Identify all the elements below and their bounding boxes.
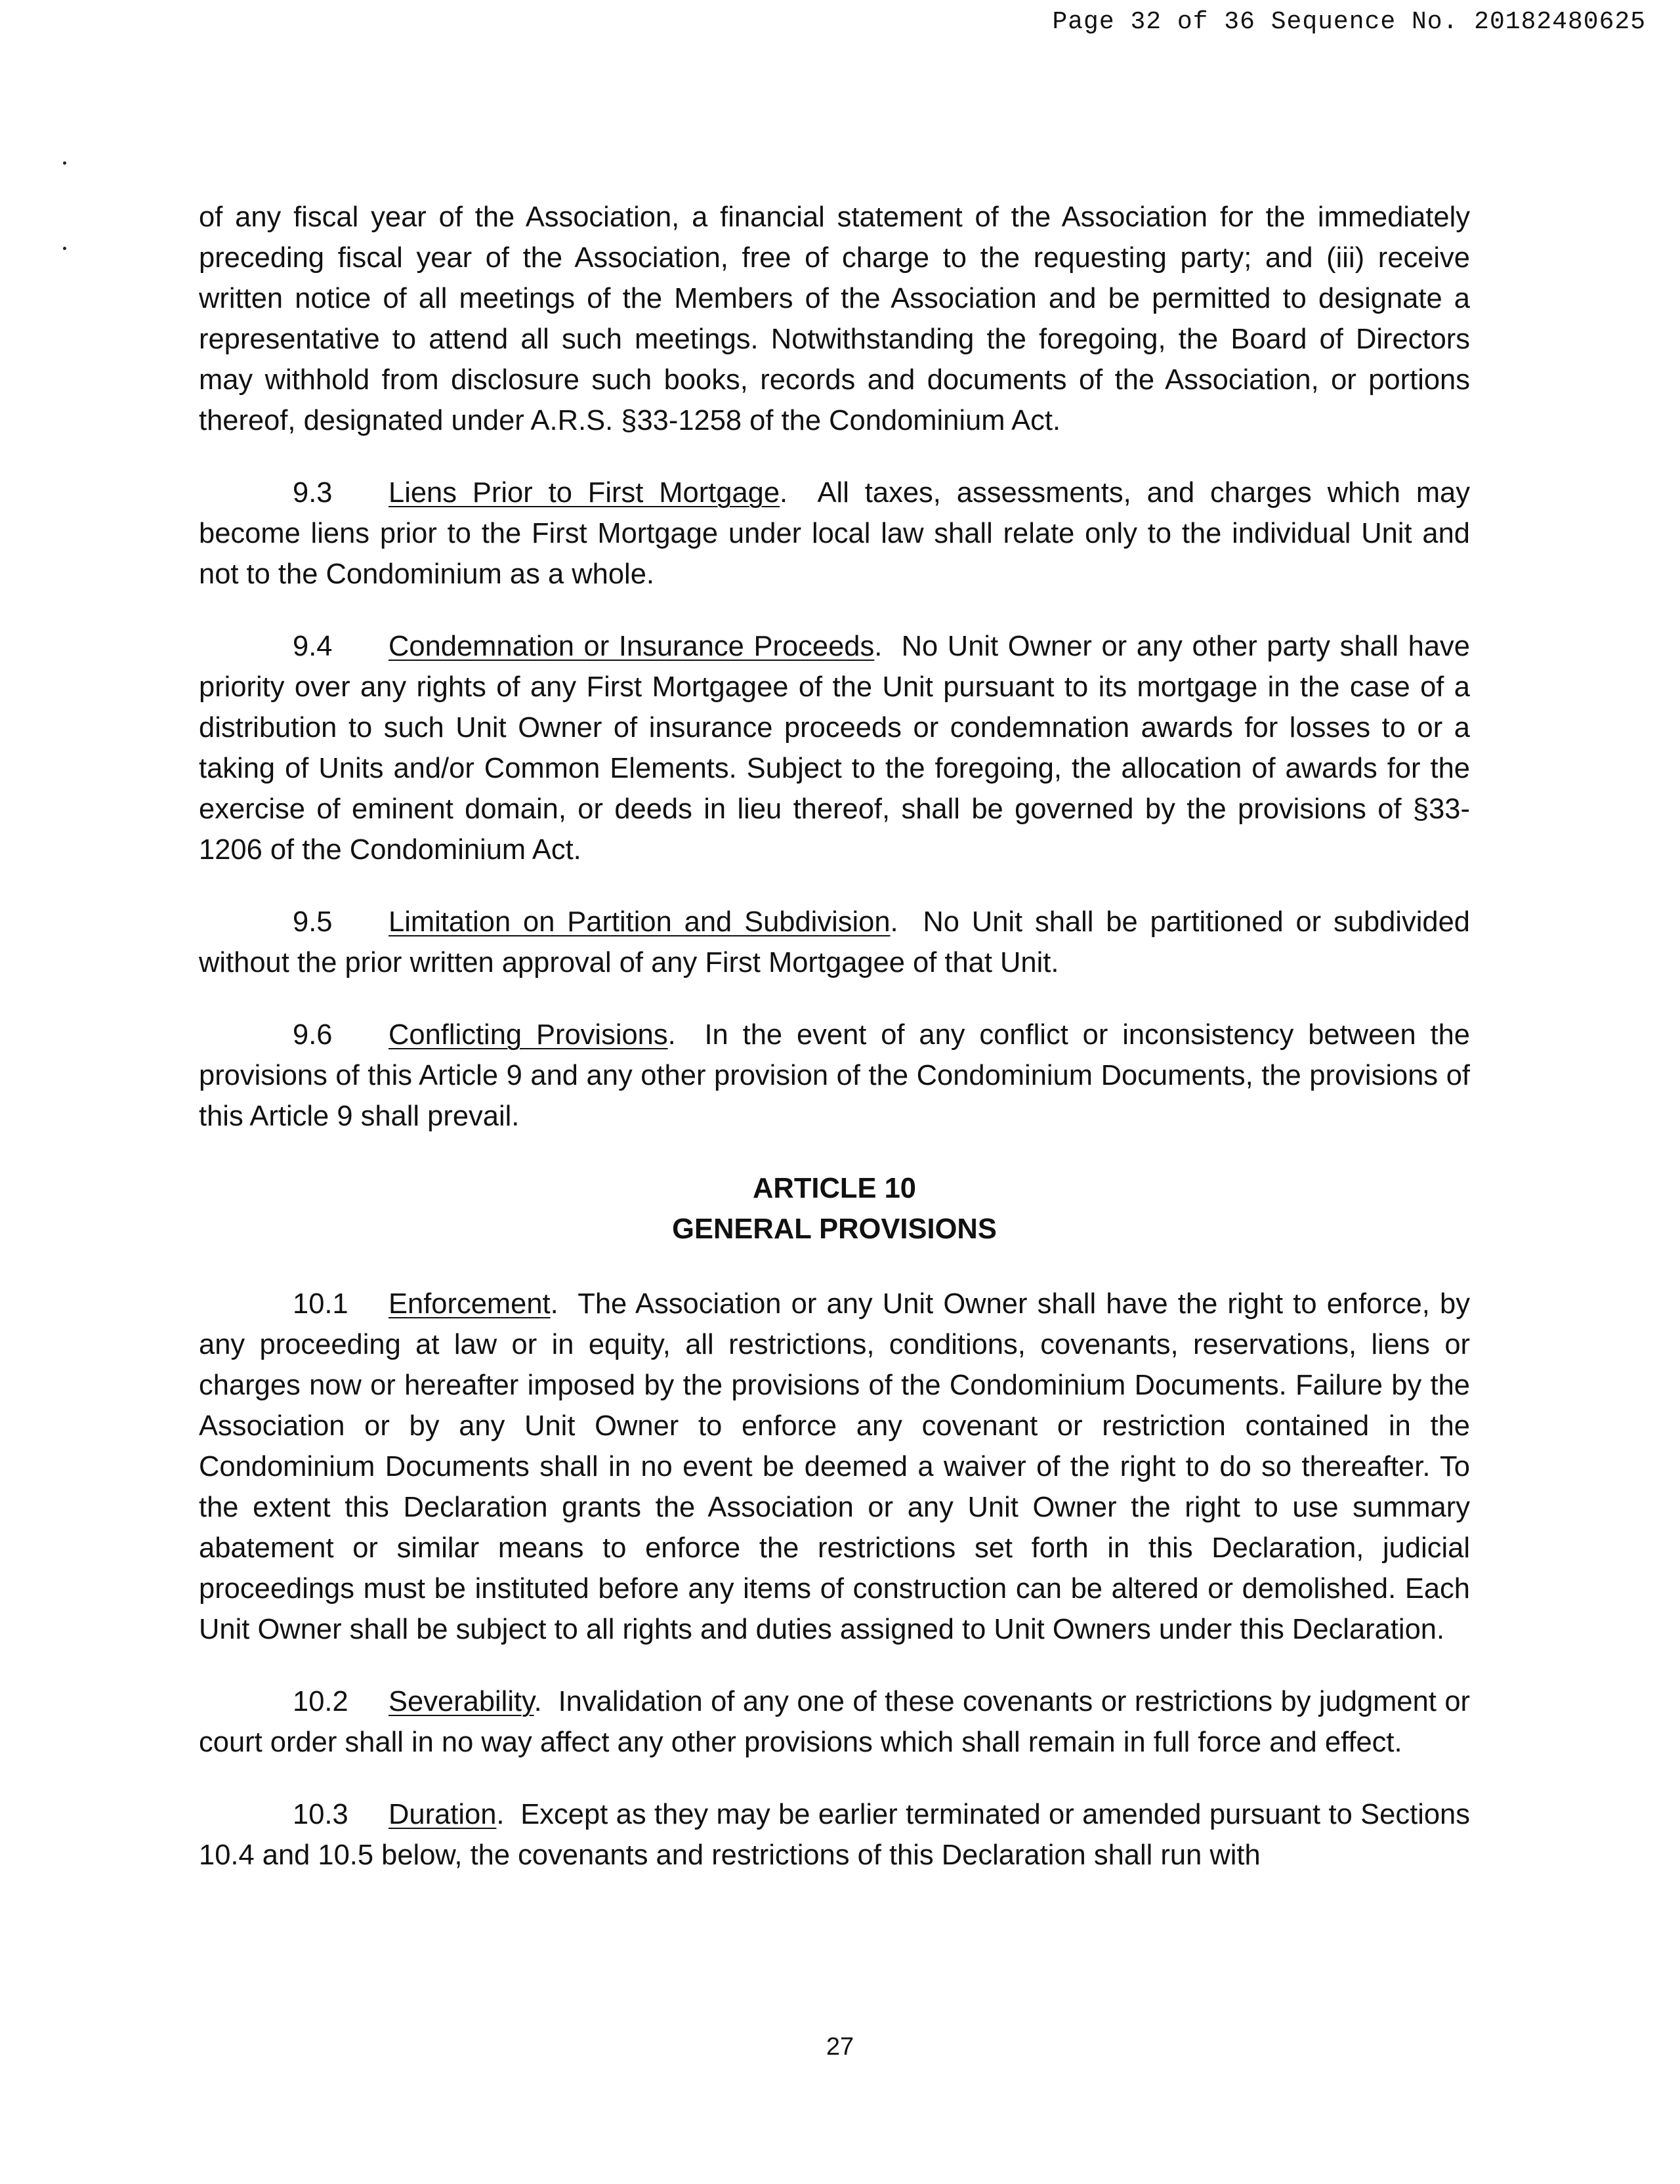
- section-9-4: 9.4 Condemnation or Insurance Proceeds. No Unit Owner or any other party shall have priority over any rights of any First Mortgagee of the Unit pursuant to its mortgage in the case of a distribution to such Unit Owner of insurance proceeds or condemnation awards for losses to or a taking of Units and/or Common Elements. Subject to the foregoing, the allocation of awards for the exercise of eminent domain, or deeds in lieu thereof, shall be governed by the provisions of §33-1206 of the Condominium Act.: [199, 626, 1470, 870]
- section-text: Except as they may be earlier terminated or amended pursuant to Sections 10.4 and 10.5 below, the covenants and restrictions of this Declaration shall run with: [199, 1799, 1470, 1871]
- section-heading: Liens Prior to First Mortgage: [388, 477, 780, 509]
- page-header-sequence: Page 32 of 36 Sequence No. 20182480625: [1052, 8, 1646, 36]
- section-9-3: 9.3 Liens Prior to First Mortgage. All taxes, assessments, and charges which may become liens prior to the First Mortgage under local law shall relate only to the individual Unit and not to the Condominium as a whole.: [199, 472, 1470, 595]
- section-number: 9.3: [293, 477, 333, 509]
- section-heading: Conflicting Provisions: [388, 1019, 668, 1051]
- section-number: 10.3: [293, 1799, 348, 1830]
- section-text: All taxes, assessments, and charges which may become liens prior to the First Mortgage under local law shall relate only to the individual Unit and not to the Condominium as a whole.: [199, 477, 1470, 590]
- section-text: No Unit Owner or any other party shall have priority over any rights of any First Mortgagee of the Unit pursuant to its mortgage in the case of a distribution to such Unit Owner of insurance proceeds or condemnation awards for losses to or a taking of Units and/or Common Elements. Subject to the foregoing, the allocation of awards for the exercise of eminent domain, or deeds in lieu thereof, shall be governed by the provisions of §33-1206 of the Condominium Act.: [199, 631, 1471, 866]
- section-heading: Severability: [388, 1686, 534, 1717]
- section-heading: Condemnation or Insurance Proceeds: [388, 631, 875, 662]
- scan-speck: [63, 247, 66, 250]
- section-text: The Association or any Unit Owner shall have the right to enforce, by any proceeding at law or in equity, all restrictions, conditions, covenants, reservations, liens or charges now or hereafter imposed by the provisions of the Condominium Documents. Failure by the Association or by any Unit Owner to enforce any covenant or restriction contained in the Condominium Documents shall in no event be deemed a waiver of the right to do so thereafter. To the extent this Declaration grants the Association or any Unit Owner the right to use summary abatement or similar means to enforce the restrictions set forth in this Declaration, judicial proceedings must be instituted before any items of construction can be altered or demolished. Each Unit Owner shall be subject to all rights and duties assigned to Unit Owners under this Declaration.: [199, 1288, 1470, 1645]
- section-number: 10.1: [293, 1288, 348, 1320]
- section-10-3: 10.3 Duration. Except as they may be earlier terminated or amended pursuant to Sections 10.4 and 10.5 below, the covenants and restrictions of this Declaration shall run with: [199, 1794, 1470, 1876]
- section-number: 9.4: [293, 631, 333, 662]
- page-number: 27: [826, 2033, 854, 2061]
- section-9-6: 9.6 Conflicting Provisions. In the event of any conflict or inconsistency between the provisions of this Article 9 and any other provision of the Condominium Documents, the provisions of this Article 9 shall prevail.: [199, 1015, 1470, 1137]
- article-name: GENERAL PROVISIONS: [672, 1213, 997, 1245]
- section-9-5: 9.5 Limitation on Partition and Subdivision. No Unit shall be partitioned or subdivided without the prior written approval of any First Mortgagee of that Unit.: [199, 902, 1470, 983]
- section-text: No Unit shall be partitioned or subdivided without the prior written approval of any First Mortgagee of that Unit.: [199, 906, 1470, 978]
- article-10-title: [199, 1168, 1470, 1250]
- section-text: Invalidation of any one of these covenants or restrictions by judgment or court order shall in no way affect any other provisions which shall remain in full force and effect.: [199, 1686, 1470, 1758]
- scan-speck: [63, 161, 66, 165]
- intro-paragraph: of any fiscal year of the Association, a financial statement of the Association for the immediately preceding fiscal year of the Association, free of charge to the requesting party; and (iii) receive written notice of all meetings of the Members of the Association and be permitted to designate a representative to attend all such meetings. Notwithstanding the foregoing, the Board of Directors may withhold from disclosure such books, records and documents of the Association, or portions thereof, designated under A.R.S. §33-1258 of the Condominium Act.: [199, 201, 1470, 436]
- section-number: 9.6: [293, 1019, 333, 1051]
- section-heading: Limitation on Partition and Subdivision: [388, 906, 891, 938]
- section-heading: Enforcement: [388, 1288, 551, 1320]
- section-number: 10.2: [293, 1686, 348, 1717]
- section-10-1: 10.1 Enforcement. The Association or any Unit Owner shall have the right to enforce, by any proceeding at law or in equity, all restrictions, conditions, covenants, reservations, liens or charges now or hereafter imposed by the provisions of the Condominium Documents. Failure by the Association or by any Unit Owner to enforce any covenant or restriction contained in the Condominium Documents shall in no event be deemed a waiver of the right to do so thereafter. To the extent this Declaration grants the Association or any Unit Owner the right to use summary abatement or similar means to enforce the restrictions set forth in this Declaration, judicial proceedings must be instituted before any items of construction can be altered or demolished. Each Unit Owner shall be subject to all rights and duties assigned to Unit Owners under this Declaration.: [199, 1284, 1470, 1650]
- article-number: ARTICLE 10: [753, 1173, 916, 1204]
- section-text: In the event of any conflict or inconsistency between the provisions of this Article 9 and any other provision of the Condominium Documents, the provisions of this Article 9 shall prevail.: [199, 1019, 1470, 1132]
- section-heading: Duration: [388, 1799, 497, 1830]
- document-body: [199, 197, 1470, 1907]
- section-number: 9.5: [293, 906, 333, 938]
- section-10-2: 10.2 Severability. Invalidation of any one of these covenants or restrictions by judgment or court order shall in no way affect any other provisions which shall remain in full force and effect.: [199, 1681, 1470, 1763]
